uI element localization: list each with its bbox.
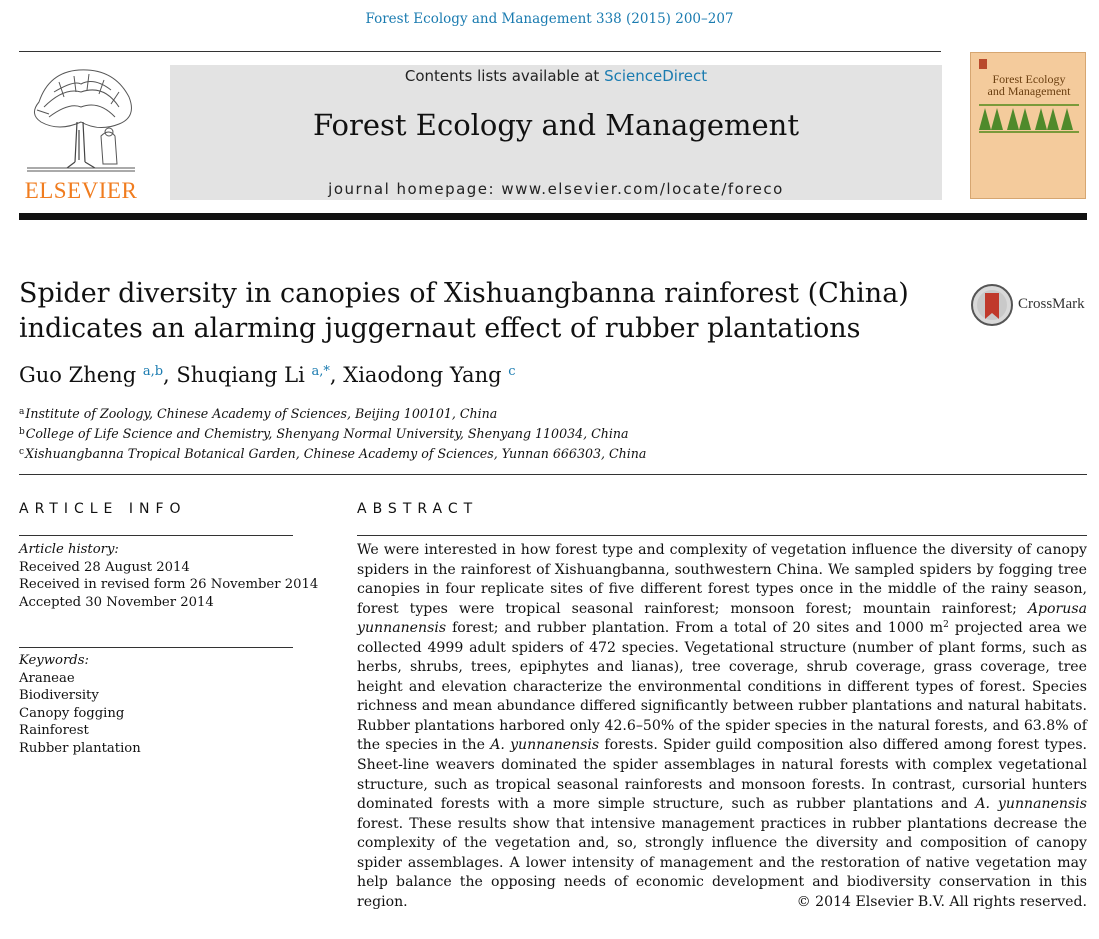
keyword-item: Rubber plantation: [19, 740, 141, 756]
keyword-item: Canopy fogging: [19, 705, 125, 721]
cover-title: [971, 73, 1087, 97]
homepage-line: [170, 180, 942, 198]
abstract-segment: forests. Spider guild composition also differed among forest types. Sheet-line weavers dominated the spider assemblages in natural forests with complex vegetational structure, such as tropical seasonal rainforests and monsoon forests. In contrast, cursorial hunters dominated forests with a more simple structure, such as rubber plantations and: [357, 737, 1088, 813]
crossmark-label: CrossMark: [1018, 296, 1085, 312]
article-history: [19, 541, 318, 611]
abstract-segment: We were interested in how forest type and complexity of vegetation influence the diversity of canopy spiders in the rainforest of Xishuangbanna, southwestern China. We sampled spiders by fogging tree canopies in four replicate sites of five different forest types once in the middle of the rainy season, forest types were tropical seasonal rainforest; monsoon forest; mountain rainforest;: [357, 542, 1087, 617]
author-separator: ,: [329, 363, 344, 387]
abstract-segment: forest. These results show that intensive management practices in rubber plantations decrease the complexity of the vegetation and, so, strongly influence the diversity and composition of canopy spider assemblages. A lower intensity of management and the restoration of native vegetation may help balance the opposing needs of economic development and biodiversity conservation in this region.: [357, 815, 1087, 910]
affiliation-key: c: [19, 447, 25, 457]
keywords-label: Keywords:: [19, 653, 89, 668]
keywords-list: [19, 652, 141, 757]
author-name[interactable]: Shuqiang Li: [176, 363, 305, 387]
keyword-item: Rainforest: [19, 723, 89, 738]
journal-citation-link[interactable]: Forest Ecology and Management 338 (2015) 200–207: [365, 11, 734, 27]
journal-cover-thumbnail[interactable]: [970, 52, 1086, 199]
author-separator: ,: [163, 363, 177, 387]
homepage-url-link[interactable]: www.elsevier.com/locate/foreco: [501, 180, 784, 198]
header-thick-rule: [19, 213, 1087, 220]
sciencedirect-link[interactable]: ScienceDirect: [604, 67, 708, 85]
keywords-rule: [19, 647, 293, 648]
article-info-heading: ARTICLE INFO: [19, 501, 187, 517]
crossmark-button[interactable]: [970, 283, 1090, 327]
affiliation-text: College of Life Science and Chemistry, Shenyang Normal University, Shenyang 110034, China: [25, 426, 629, 441]
elsevier-wordmark: ELSEVIER: [24, 178, 138, 203]
article-title-line1: Spider diversity in canopies of Xishuangbanna rainforest (China): [19, 278, 909, 309]
author-name[interactable]: Xiaodong Yang: [343, 363, 502, 387]
history-label: Article history:: [19, 542, 119, 557]
author-name[interactable]: Guo Zheng: [19, 363, 137, 387]
abstract-segment: forest; and rubber plantation. From a total of 20 sites and 1000 m: [452, 620, 944, 637]
article-info-rule: [19, 535, 293, 536]
species-name: Aporusa yunnanensis: [357, 600, 1087, 637]
elsevier-tree-icon: [19, 62, 143, 174]
affiliation-text: Institute of Zoology, Chinese Academy of Sciences, Beijing 100101, China: [25, 406, 498, 421]
history-item: Received in revised form 26 November 2014: [19, 577, 319, 592]
author-affil-marks[interactable]: c: [508, 364, 516, 379]
abstract-heading: ABSTRACT: [357, 501, 479, 517]
affiliation-text: Xishuangbanna Tropical Botanical Garden, Chinese Academy of Sciences, Yunnan 666303, China: [25, 446, 647, 461]
cover-title-line1: Forest Ecology: [992, 72, 1066, 86]
superscript: 2: [943, 620, 949, 631]
article-title-line2: indicates an alarming juggernaut effect of rubber plantations: [19, 313, 861, 344]
homepage-prefix: journal homepage:: [328, 180, 496, 198]
abstract-rule: [357, 535, 1087, 536]
affiliation-key: b: [19, 427, 25, 437]
author-affil-marks[interactable]: a,*: [311, 364, 330, 379]
crossmark-icon: [970, 283, 1014, 327]
section-divider: [19, 474, 1087, 475]
affiliation-list: [19, 403, 646, 463]
affiliation-item: [19, 403, 646, 423]
abstract-text: [357, 541, 1087, 912]
copyright-notice: © 2014 Elsevier B.V. All rights reserved.: [796, 894, 1087, 910]
journal-banner: [170, 65, 942, 200]
cover-trees-icon: [979, 104, 1079, 134]
author-list: [19, 363, 516, 387]
elsevier-logo[interactable]: [19, 62, 143, 202]
species-name: A. yunnanensis: [975, 796, 1087, 813]
header-top-rule: [19, 51, 941, 52]
species-name: A. yunnanensis: [490, 737, 600, 754]
journal-title: Forest Ecology and Management: [313, 108, 799, 142]
affiliation-key: a: [19, 407, 25, 417]
affiliation-item: [19, 443, 646, 463]
history-item: Accepted 30 November 2014: [19, 594, 214, 610]
contents-prefix: Contents lists available at: [404, 67, 600, 85]
keyword-item: Araneae: [19, 670, 75, 686]
cover-title-line2: and Management: [987, 84, 1071, 98]
affiliation-item: [19, 423, 646, 443]
history-item: Received 28 August 2014: [19, 559, 190, 575]
author-affil-marks[interactable]: a,b: [142, 364, 164, 379]
keyword-item: Biodiversity: [19, 688, 99, 703]
cover-mark-icon: [979, 59, 987, 69]
contents-line: [170, 67, 942, 85]
article-title: [19, 276, 919, 346]
abstract-segment: projected area we collected 4999 adult spiders of 472 species. Vegetational structure (number of plant forms, such as herbs, shrubs, trees, epiphytes and lianas), tree coverage, shrub coverage, grass coverage, tree height and elevation characterize the environmental conditions in different types of forest. Species richness and mean abundance differed significantly between rubber plantations and natural habitats. Rubber plantations harbored only 42.6–50% of the spider species in the natural forests, and 63.8% of the species in the: [357, 620, 1088, 754]
